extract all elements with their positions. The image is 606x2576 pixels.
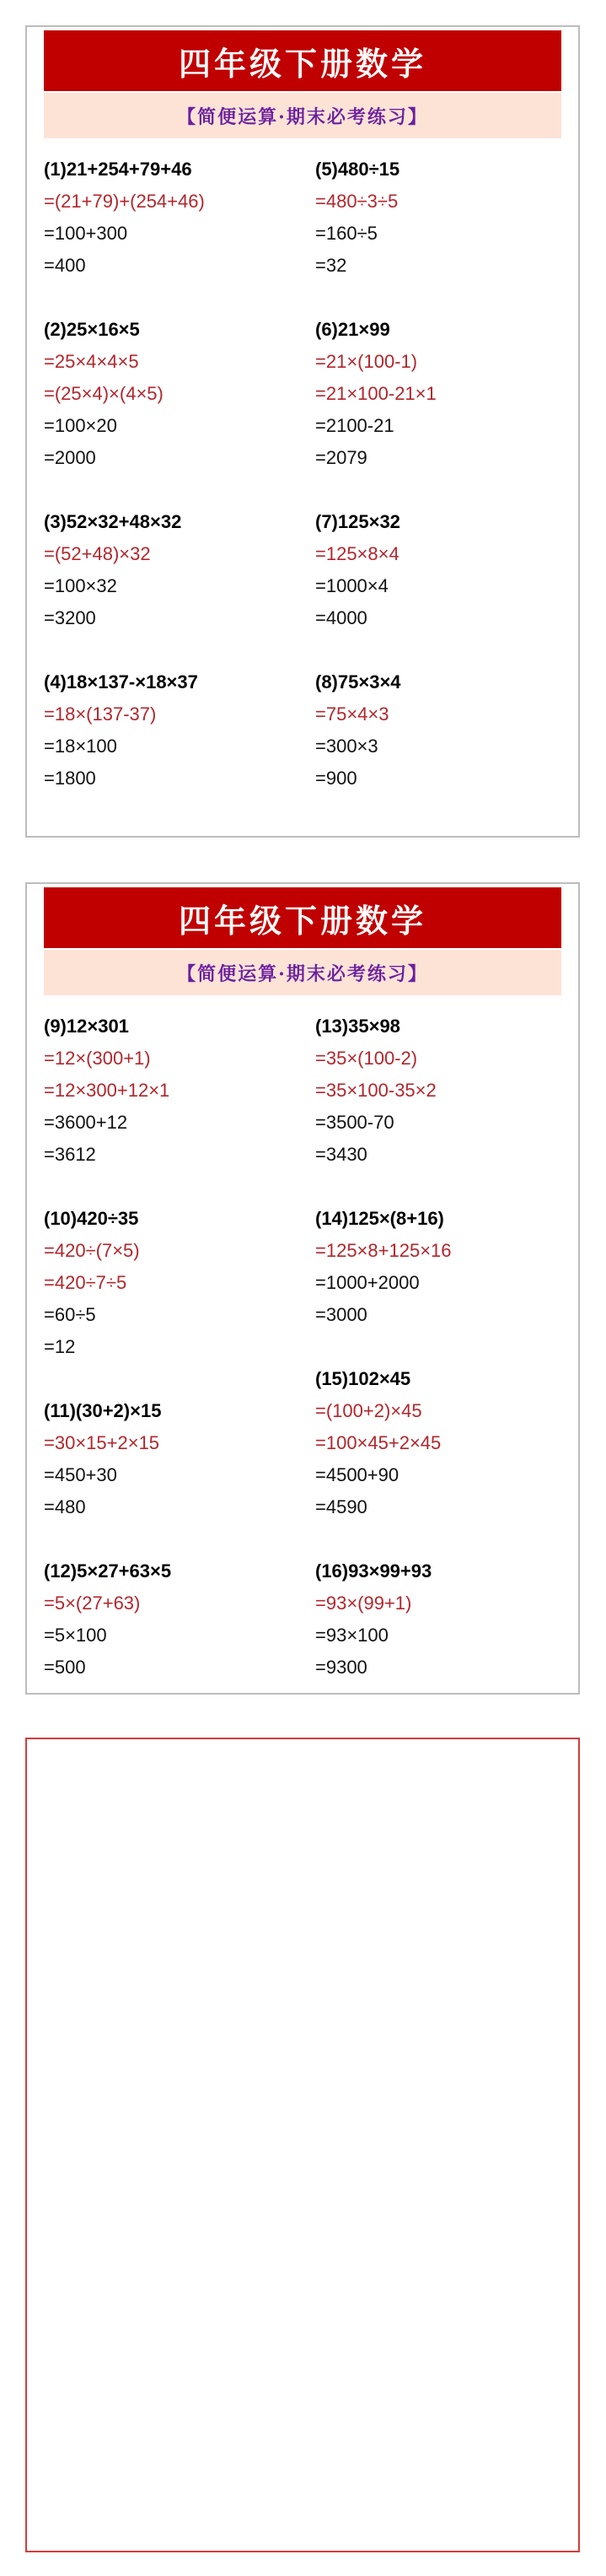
problem-block (315, 154, 568, 282)
problem-block (44, 1010, 297, 1171)
simplification-step: =(21+79)+(254+46) (44, 191, 205, 212)
problem-question: (12)5×27+63×5 (44, 1560, 172, 1582)
worksheet-title: 四年级下册数学 (44, 887, 561, 948)
problem-question: (9)12×301 (44, 1016, 129, 1037)
worksheet-page-1 (25, 25, 580, 838)
simplification-step: =12×300+12×1 (44, 1080, 170, 1101)
simplification-step: =21×100-21×1 (315, 383, 437, 404)
problem-question: (1)21+254+79+46 (44, 159, 192, 180)
calculation-step: =100×20 (44, 415, 117, 436)
simplification-step: =125×8+125×16 (315, 1240, 452, 1261)
calculation-step: =18×100 (44, 736, 117, 757)
simplification-step: =93×(99+1) (315, 1592, 412, 1614)
worksheet-title: 四年级下册数学 (44, 30, 561, 91)
calculation-step: =9300 (315, 1657, 367, 1678)
calculation-step: =1000+2000 (315, 1272, 420, 1293)
worksheet-page-2 (25, 882, 580, 1695)
calculation-step: =3612 (44, 1144, 96, 1165)
problem-question: (14)125×(8+16) (315, 1208, 444, 1229)
calculation-step: =1800 (44, 768, 96, 789)
calculation-step: =3430 (315, 1144, 367, 1165)
calculation-step: =4500+90 (315, 1464, 400, 1485)
problem-block (44, 314, 297, 474)
problem-block (44, 1203, 297, 1363)
calculation-step: =32 (315, 255, 347, 276)
problem-question: (11)(30+2)×15 (44, 1400, 162, 1421)
calculation-step: =480 (44, 1496, 86, 1517)
problem-question: (2)25×16×5 (44, 319, 140, 340)
simplification-step: =30×15+2×15 (44, 1432, 160, 1453)
problem-block (44, 1555, 297, 1684)
problem-column-right (315, 154, 568, 827)
calculation-step: =2000 (44, 447, 96, 468)
simplification-step: =12×(300+1) (44, 1048, 151, 1069)
problem-block (315, 1203, 568, 1331)
calculation-step: =100×32 (44, 575, 117, 596)
simplification-step: =75×4×3 (315, 703, 389, 725)
simplification-step: =18×(137-37) (44, 703, 157, 725)
calculation-step: =100+300 (44, 223, 128, 244)
problem-block (44, 1395, 297, 1523)
problem-question: (7)125×32 (315, 511, 400, 532)
simplification-step: =420÷7÷5 (44, 1272, 127, 1293)
calculation-step: =1000×4 (315, 575, 389, 596)
problem-column-right (315, 1010, 568, 1716)
problem-question: (13)35×98 (315, 1016, 400, 1037)
simplification-step: =(100+2)×45 (315, 1400, 422, 1421)
problem-question: (16)93×99+93 (315, 1560, 432, 1582)
simplification-step: =35×(100-2) (315, 1048, 418, 1069)
problem-question: (3)52×32+48×32 (44, 511, 182, 532)
calculation-step: =3500-70 (315, 1112, 394, 1133)
calculation-step: =5×100 (44, 1625, 107, 1646)
calculation-step: =12 (44, 1336, 76, 1357)
problem-column-left (44, 1010, 297, 1716)
simplification-step: =420÷(7×5) (44, 1240, 140, 1261)
worksheet-subtitle: 【简便运算·期末必考练习】 (44, 950, 561, 995)
calculation-step: =3600+12 (44, 1112, 128, 1133)
calculation-step: =60÷5 (44, 1304, 96, 1325)
calculation-step: =4000 (315, 607, 367, 628)
simplification-step: =(25×4)×(4×5) (44, 383, 164, 404)
worksheet-subtitle: 【简便运算·期末必考练习】 (44, 93, 561, 138)
blank-page-frame (25, 1738, 580, 2552)
calculation-step: =4590 (315, 1496, 367, 1517)
problem-block (315, 1363, 568, 1523)
simplification-step: =125×8×4 (315, 543, 400, 564)
problem-column-left (44, 154, 297, 827)
simplification-step: =5×(27+63) (44, 1592, 141, 1614)
problem-question: (4)18×137-×18×37 (44, 671, 198, 693)
calculation-step: =300×3 (315, 736, 378, 757)
simplification-step: =25×4×4×5 (44, 351, 139, 372)
calculation-step: =3000 (315, 1304, 367, 1325)
problem-block (315, 314, 568, 474)
calculation-step: =2079 (315, 447, 367, 468)
calculation-step: =3200 (44, 607, 96, 628)
problem-block (44, 666, 297, 795)
calculation-step: =450+30 (44, 1464, 117, 1485)
simplification-step: =(52+48)×32 (44, 543, 151, 564)
problem-question: (10)420÷35 (44, 1208, 139, 1229)
simplification-step: =21×(100-1) (315, 351, 418, 372)
problem-question: (15)102×45 (315, 1368, 411, 1389)
calculation-step: =400 (44, 255, 86, 276)
problem-block (315, 1010, 568, 1171)
problem-question: (5)480÷15 (315, 159, 400, 180)
problem-block (315, 666, 568, 795)
problem-block (44, 154, 297, 282)
calculation-step: =900 (315, 768, 357, 789)
simplification-step: =480÷3÷5 (315, 191, 399, 212)
simplification-step: =35×100-35×2 (315, 1080, 437, 1101)
problem-block (44, 506, 297, 634)
problem-question: (8)75×3×4 (315, 671, 401, 693)
calculation-step: =2100-21 (315, 415, 394, 436)
calculation-step: =160÷5 (315, 223, 378, 244)
simplification-step: =100×45+2×45 (315, 1432, 442, 1453)
calculation-step: =500 (44, 1657, 86, 1678)
problem-block (315, 1555, 568, 1684)
problem-question: (6)21×99 (315, 319, 390, 340)
calculation-step: =93×100 (315, 1625, 389, 1646)
problem-block (315, 506, 568, 634)
